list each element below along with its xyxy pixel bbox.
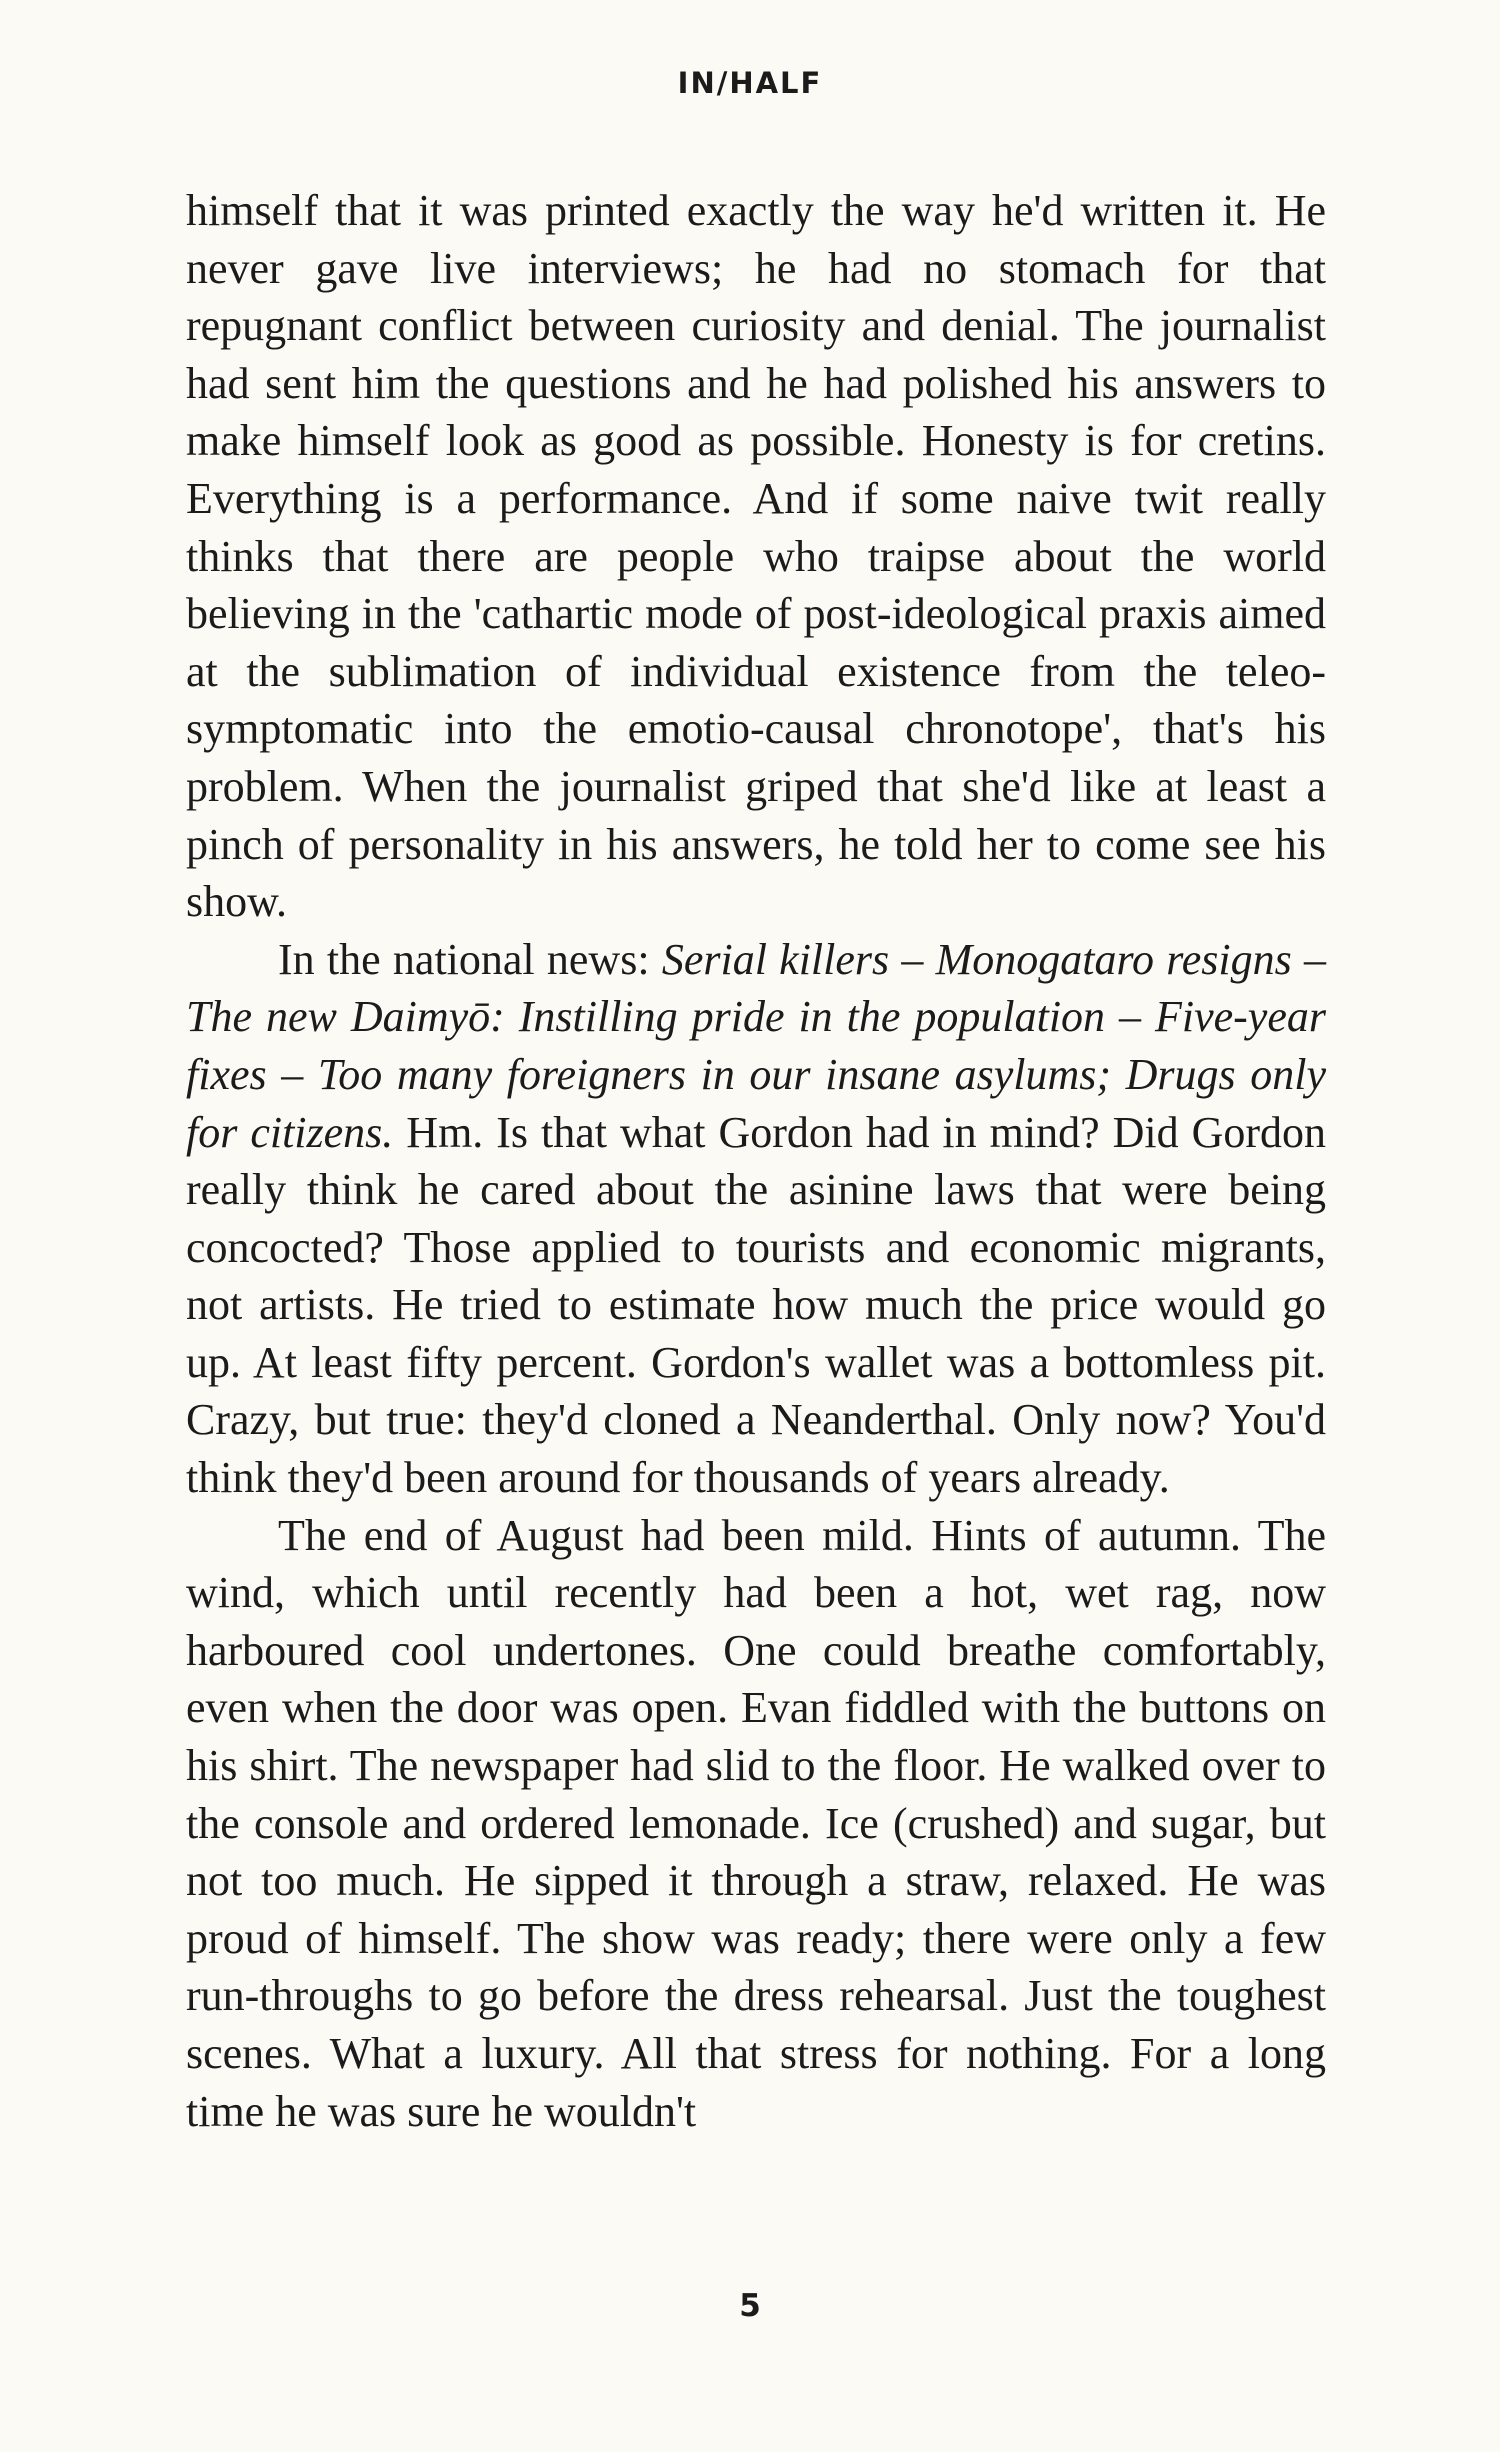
paragraph-3: The end of August had been mild. Hints of autumn. The wind, which until recently had been a hot, wet rag, now harboured cool undertones. One could breathe comfortably, even when the door was open. Evan fiddled with the buttons on his shirt. The newspaper had slid to the floor. He walked over to the console and ordered lemonade. Ice (crushed) and sugar, but not too much. He sipped it through a straw, relaxed. He was proud of himself. The show was ready; there were only a few run-throughs to go before the dress rehearsal. Just the toughest scenes. What a luxury. All that stress for nothing. For a long time he was sure he wouldn't: [186, 1510, 1326, 2136]
paragraph-2-lead: In the national news:: [278, 934, 662, 984]
paragraph-2-rest: Hm. Is that what Gordon had in mind? Did Gordon really think he cared about the asinine laws that were being concocted? Those applied to tourists and economic migrants, not artists. He tried to estimate how much the price would go up. At least fifty percent. Gordon's wallet was a bottomless pit. Crazy, but true: they'd cloned a Neanderthal. Only now? You'd think they'd been around for thousands of years already.: [186, 1107, 1326, 1503]
page-number: 5: [739, 2288, 761, 2324]
running-head: IN/HALF: [677, 66, 823, 100]
news-headlines: Serial killers – Monogataro resigns – The new Daimyō: Instilling pride in the population – Five-year fixes – Too many foreigners in our insane asylums; Drugs only for citizens.: [186, 934, 1327, 1157]
body-text: [186, 182, 1326, 2140]
paragraph-1: himself that it was printed exactly the way he'd written it. He never gave live interviews; he had no stomach for that repugnant conflict between curiosity and denial. The journalist had sent him the questions and he had polished his answers to make himself look as good as possible. Honesty is for cretins. Everything is a performance. And if some naive twit really thinks that there are people who traipse about the world believing in the 'cathartic mode of post-ideological praxis aimed at the sublimation of individual existence from the teleo-symptomatic into the emotio-causal chronotope', that's his problem. When the journalist griped that she'd like at least a pinch of personality in his answers, he told her to come see his show.: [186, 186, 1326, 927]
paragraph-2: [186, 931, 1326, 1507]
